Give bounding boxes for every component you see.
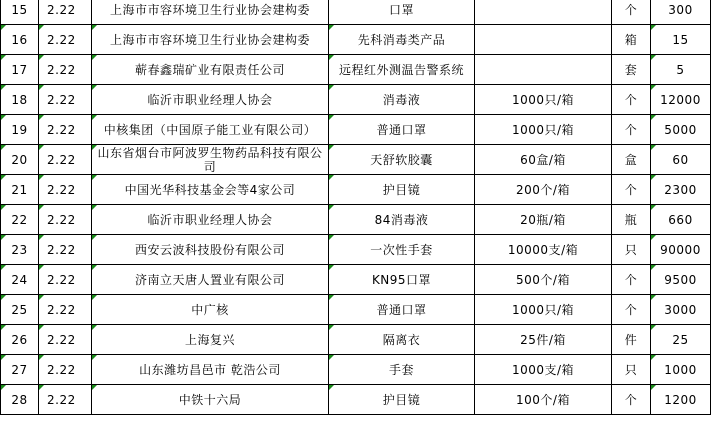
quantity-cell[interactable]: 660: [651, 205, 711, 235]
row-number-cell[interactable]: 21: [1, 175, 39, 205]
unit-cell[interactable]: 件: [612, 325, 651, 355]
quantity-cell[interactable]: 15: [651, 25, 711, 55]
unit-cell[interactable]: 个: [612, 115, 651, 145]
item-cell[interactable]: 护目镜: [329, 175, 475, 205]
donor-cell[interactable]: 蕲春鑫瑞矿业有限责任公司: [92, 55, 329, 85]
date-cell[interactable]: 2.22: [39, 25, 92, 55]
spec-cell[interactable]: 1000支/箱: [475, 355, 612, 385]
row-number-cell[interactable]: 15: [1, 0, 39, 25]
unit-cell[interactable]: 个: [612, 385, 651, 415]
unit-cell[interactable]: 套: [612, 55, 651, 85]
spec-cell[interactable]: [475, 25, 612, 55]
table-row: [1, 0, 711, 25]
donor-cell[interactable]: 上海复兴: [92, 325, 329, 355]
table-row: [1, 355, 711, 385]
donor-cell[interactable]: 西安云波科技股份有限公司: [92, 235, 329, 265]
item-cell[interactable]: 护目镜: [329, 385, 475, 415]
spec-cell[interactable]: 10000支/箱: [475, 235, 612, 265]
item-cell[interactable]: 一次性手套: [329, 235, 475, 265]
item-cell[interactable]: KN95口罩: [329, 265, 475, 295]
spec-cell[interactable]: 200个/箱: [475, 175, 612, 205]
spec-cell[interactable]: 20瓶/箱: [475, 205, 612, 235]
date-cell[interactable]: 2.22: [39, 295, 92, 325]
quantity-cell[interactable]: 5000: [651, 115, 711, 145]
quantity-cell[interactable]: 3000: [651, 295, 711, 325]
quantity-cell[interactable]: 2300: [651, 175, 711, 205]
table-row: [1, 385, 711, 415]
quantity-cell[interactable]: 25: [651, 325, 711, 355]
donor-cell[interactable]: 中广核: [92, 295, 329, 325]
item-cell[interactable]: 消毒液: [329, 85, 475, 115]
row-number-cell[interactable]: 26: [1, 325, 39, 355]
quantity-cell[interactable]: 300: [651, 0, 711, 25]
date-cell[interactable]: 2.22: [39, 0, 92, 25]
donor-cell[interactable]: 临沂市职业经理人协会: [92, 85, 329, 115]
date-cell[interactable]: 2.22: [39, 85, 92, 115]
date-cell[interactable]: 2.22: [39, 115, 92, 145]
quantity-cell[interactable]: 1000: [651, 355, 711, 385]
donor-cell[interactable]: 中国光华科技基金会等4家公司: [92, 175, 329, 205]
item-cell[interactable]: 84消毒液: [329, 205, 475, 235]
table-row: [1, 325, 711, 355]
spec-cell[interactable]: 1000只/箱: [475, 115, 612, 145]
table-row: [1, 85, 711, 115]
unit-cell[interactable]: 瓶: [612, 205, 651, 235]
row-number-cell[interactable]: 23: [1, 235, 39, 265]
unit-cell[interactable]: 个: [612, 265, 651, 295]
date-cell[interactable]: 2.22: [39, 205, 92, 235]
row-number-cell[interactable]: 17: [1, 55, 39, 85]
date-cell[interactable]: 2.22: [39, 145, 92, 175]
quantity-cell[interactable]: 12000: [651, 85, 711, 115]
row-number-cell[interactable]: 28: [1, 385, 39, 415]
donor-cell[interactable]: 山东省烟台市阿波罗生物药品科技有限公司: [92, 145, 329, 175]
donor-cell[interactable]: 中核集团（中国原子能工业有限公司）: [92, 115, 329, 145]
date-cell[interactable]: 2.22: [39, 235, 92, 265]
spec-cell[interactable]: [475, 55, 612, 85]
date-cell[interactable]: 2.22: [39, 355, 92, 385]
quantity-cell[interactable]: 9500: [651, 265, 711, 295]
table-row: [1, 265, 711, 295]
row-number-cell[interactable]: 19: [1, 115, 39, 145]
donor-cell[interactable]: 上海市市容环境卫生行业协会建构委: [92, 0, 329, 25]
table-row: [1, 205, 711, 235]
unit-cell[interactable]: 个: [612, 295, 651, 325]
table-row: [1, 235, 711, 265]
unit-cell[interactable]: 个: [612, 85, 651, 115]
spec-cell[interactable]: 60盒/箱: [475, 145, 612, 175]
item-cell[interactable]: 天舒软胶囊: [329, 145, 475, 175]
donor-cell[interactable]: 临沂市职业经理人协会: [92, 205, 329, 235]
table-row: [1, 295, 711, 325]
item-cell[interactable]: 普通口罩: [329, 115, 475, 145]
item-cell[interactable]: 手套: [329, 355, 475, 385]
date-cell[interactable]: 2.22: [39, 325, 92, 355]
unit-cell[interactable]: 箱: [612, 25, 651, 55]
item-cell[interactable]: 普通口罩: [329, 295, 475, 325]
spec-cell[interactable]: 25件/箱: [475, 325, 612, 355]
table-row: [1, 25, 711, 55]
item-cell[interactable]: 口罩: [329, 0, 475, 25]
date-cell[interactable]: 2.22: [39, 55, 92, 85]
table-row: [1, 145, 711, 175]
row-number-cell[interactable]: 27: [1, 355, 39, 385]
table-row: [1, 55, 711, 85]
row-number-cell[interactable]: 22: [1, 205, 39, 235]
spec-cell[interactable]: 100个/箱: [475, 385, 612, 415]
quantity-cell[interactable]: 5: [651, 55, 711, 85]
spec-cell[interactable]: [475, 0, 612, 25]
row-number-cell[interactable]: 18: [1, 85, 39, 115]
donor-cell[interactable]: 山东潍坊昌邑市 乾浩公司: [92, 355, 329, 385]
quantity-cell[interactable]: 1200: [651, 385, 711, 415]
donor-cell[interactable]: 济南立天唐人置业有限公司: [92, 265, 329, 295]
spec-cell[interactable]: 500个/箱: [475, 265, 612, 295]
unit-cell[interactable]: 个: [612, 175, 651, 205]
donor-cell[interactable]: 中铁十六局: [92, 385, 329, 415]
table-row: [1, 175, 711, 205]
row-number-cell[interactable]: 25: [1, 295, 39, 325]
date-cell[interactable]: 2.22: [39, 175, 92, 205]
row-number-cell[interactable]: 20: [1, 145, 39, 175]
unit-cell[interactable]: 只: [612, 355, 651, 385]
unit-cell[interactable]: 盒: [612, 145, 651, 175]
item-cell[interactable]: 先科消毒类产品: [329, 25, 475, 55]
quantity-cell[interactable]: 60: [651, 145, 711, 175]
donor-cell[interactable]: 上海市市容环境卫生行业协会建构委: [92, 25, 329, 55]
date-cell[interactable]: 2.22: [39, 265, 92, 295]
date-cell[interactable]: 2.22: [39, 385, 92, 415]
item-cell[interactable]: 远程红外测温告警系统: [329, 55, 475, 85]
quantity-cell[interactable]: 90000: [651, 235, 711, 265]
table-row: [1, 115, 711, 145]
row-number-cell[interactable]: 16: [1, 25, 39, 55]
spec-cell[interactable]: 1000只/箱: [475, 295, 612, 325]
unit-cell[interactable]: 个: [612, 0, 651, 25]
item-cell[interactable]: 隔离衣: [329, 325, 475, 355]
row-number-cell[interactable]: 24: [1, 265, 39, 295]
unit-cell[interactable]: 只: [612, 235, 651, 265]
spec-cell[interactable]: 1000只/箱: [475, 85, 612, 115]
table-body: [1, 0, 711, 415]
